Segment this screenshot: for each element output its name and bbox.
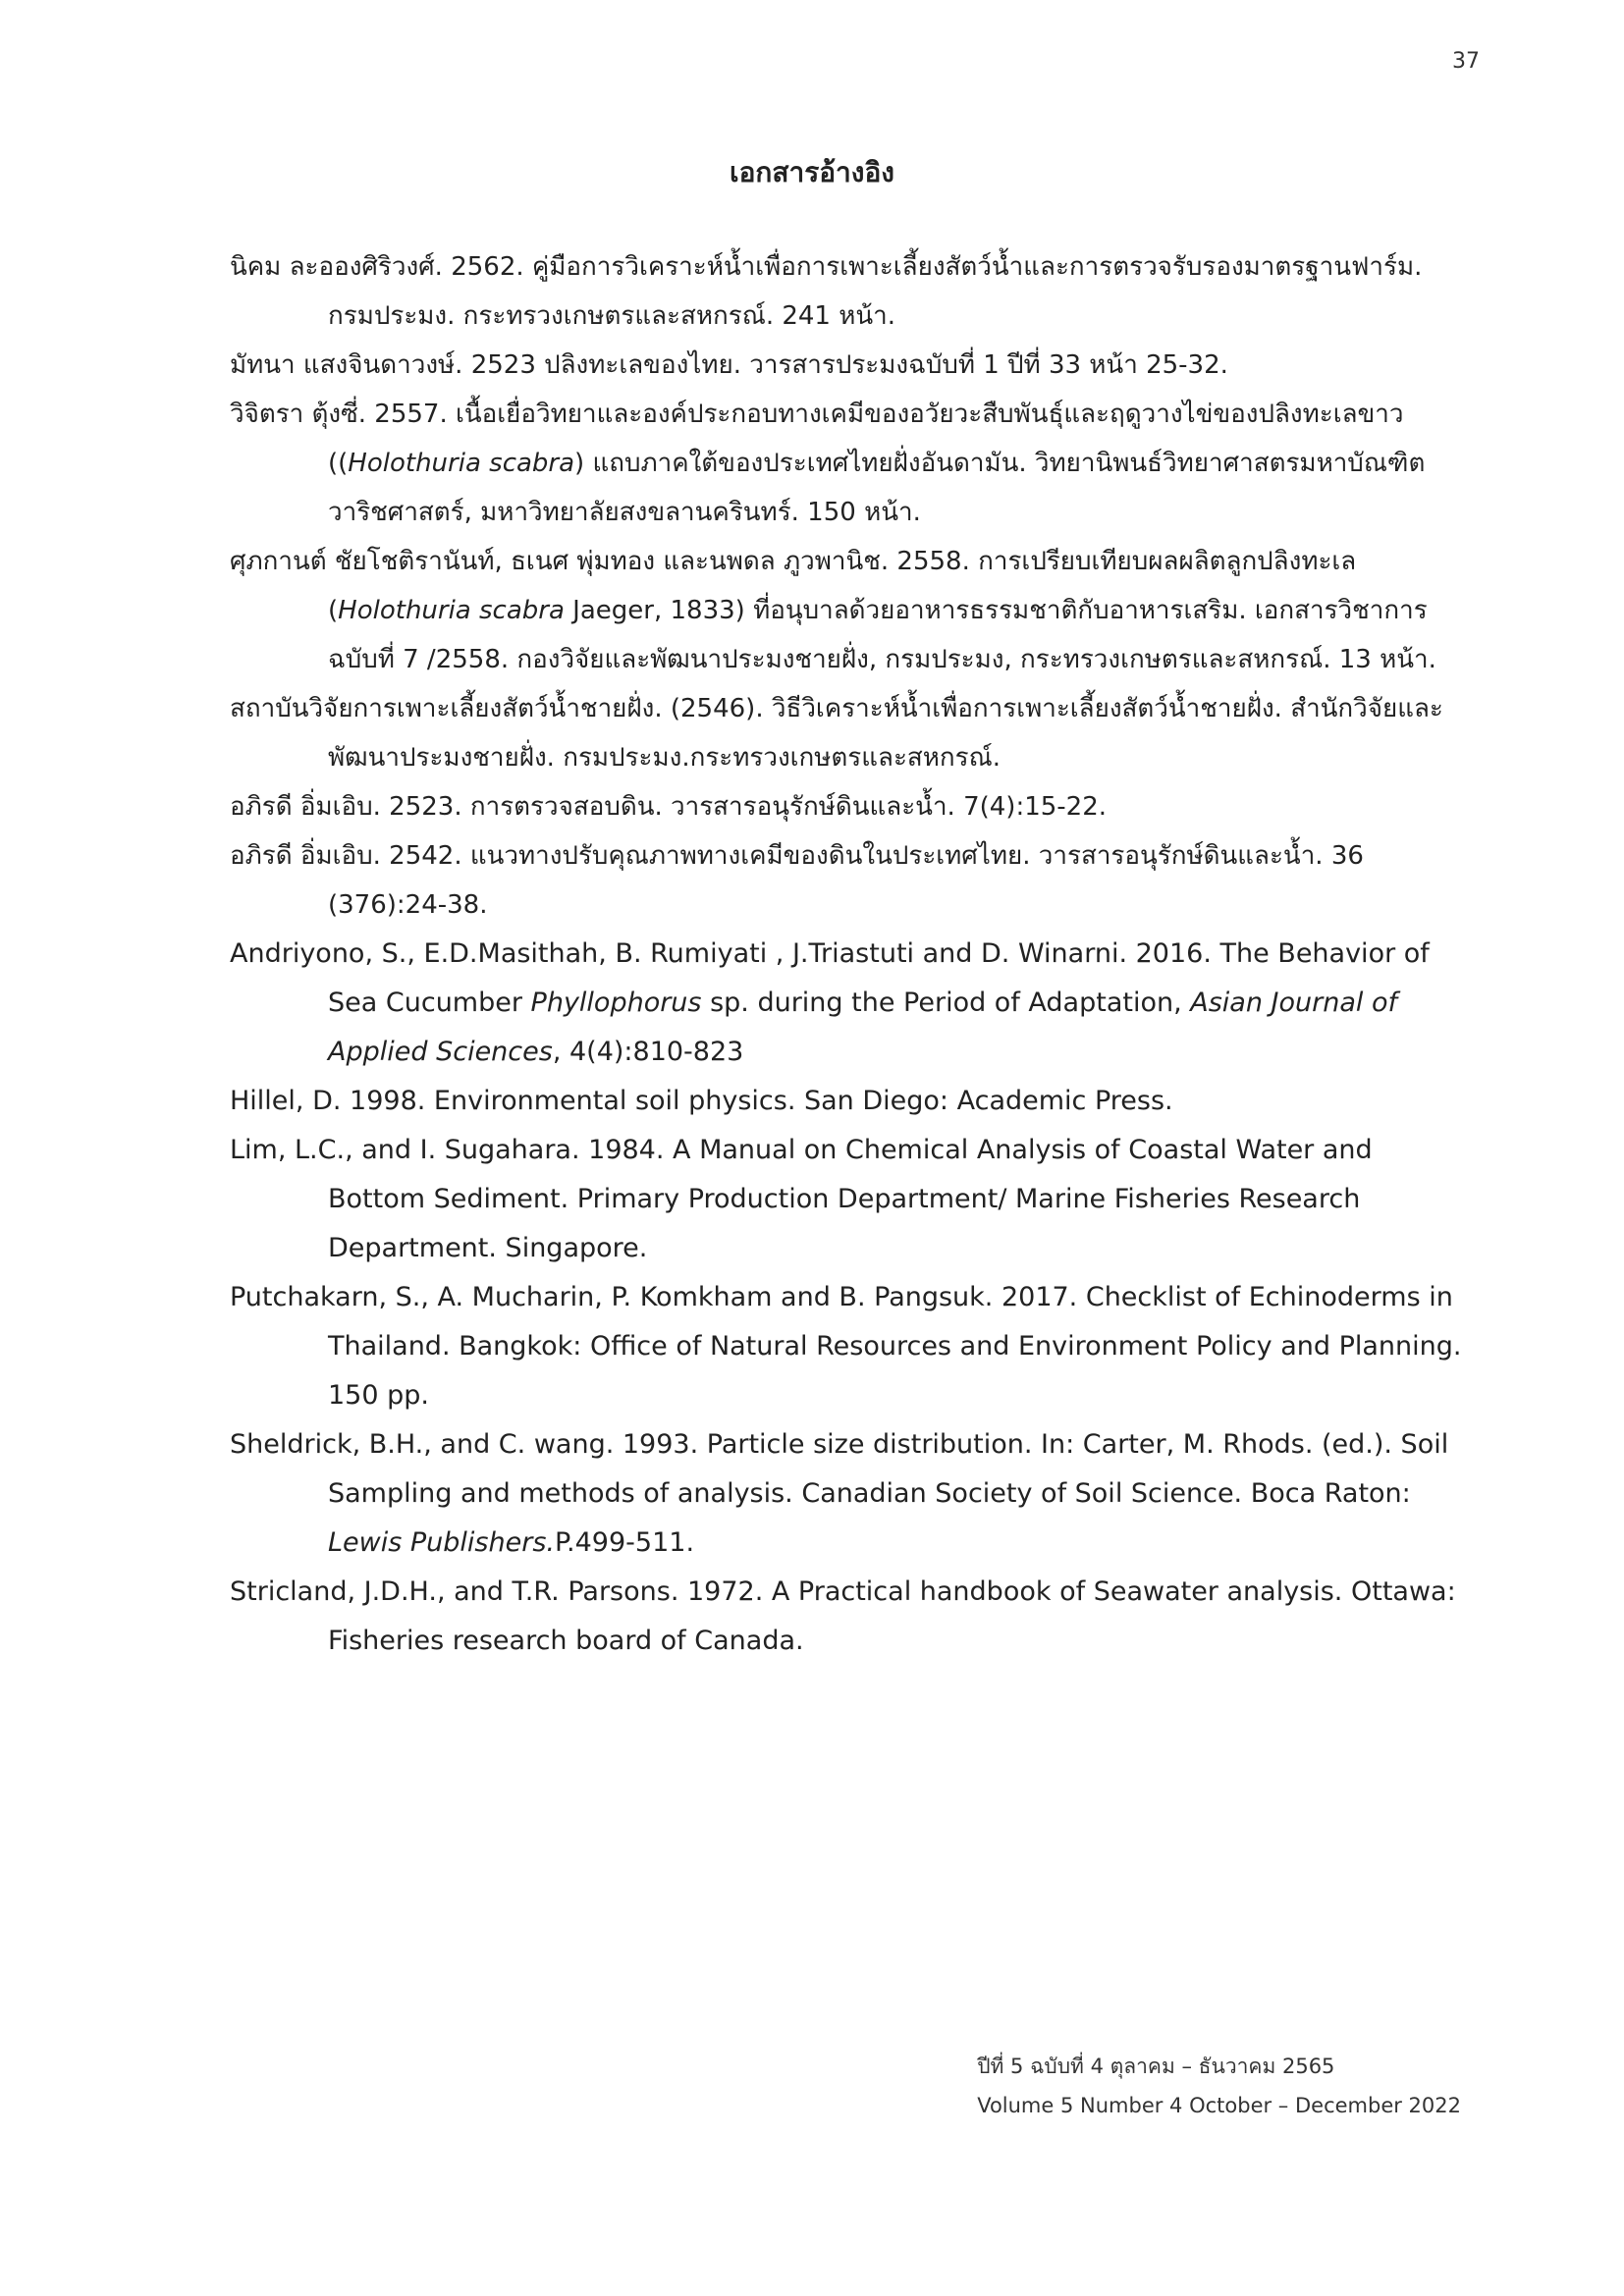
reference-entry xyxy=(230,684,1462,782)
reference-entry xyxy=(230,831,1462,930)
reference-italic-text: Holothuria scabra xyxy=(338,596,565,625)
reference-italic-text: Holothuria scabra xyxy=(348,449,575,478)
reference-text: ศุภกานต์ ชัยโชติรานันท์, ธเนศ พุ่มทอง และนพดล ภูวพานิช. 2558. การเปรียบเทียบผลผลิตลูกปลิงทะเล ( xyxy=(230,547,1357,625)
reference-entry xyxy=(230,782,1462,831)
reference-text: Andriyono, S., E.D.Masithah, B. Rumiyati , J.Triastuti and D. Winarni. 2016. The Behavior of Sea Cucumber xyxy=(230,938,1430,1018)
reference-entry xyxy=(230,242,1462,341)
reference-entry xyxy=(230,537,1462,684)
reference-text: อภิรดี อิ่มเอิบ. 2523. การตรวจสอบดิน. วารสารอนุรักษ์ดินและน้ำ. 7(4):15-22. xyxy=(230,792,1108,822)
reference-italic-text: Asian Journal of Applied Sciences xyxy=(328,988,1397,1067)
reference-text: Hillel, D. 1998. Environmental soil physics. San Diego: Academic Press. xyxy=(230,1086,1173,1116)
reference-entry xyxy=(230,390,1462,537)
reference-entry xyxy=(230,1126,1462,1273)
reference-text: สถาบันวิจัยการเพาะเลี้ยงสัตว์น้ำชายฝั่ง. (2546). วิธีวิเคราะห์น้ำเพื่อการเพาะเลี้ยงสัตว์น้ำชายฝั่ง. สำนักวิจัยและพัฒนาประมงชายฝั่ง. กรมประมง.กระทรวงเกษตรและสหกรณ์. xyxy=(230,694,1443,773)
reference-list xyxy=(230,242,1462,1666)
reference-entry xyxy=(230,1077,1462,1126)
reference-italic-text: Lewis Publishers. xyxy=(328,1527,555,1558)
reference-text: Lim, L.C., and I. Sugahara. 1984. A Manual on Chemical Analysis of Coastal Water and Bottom Sediment. Primary Production Department/ Marine Fisheries Research Department. Singapore. xyxy=(230,1135,1373,1263)
reference-text: อภิรดี อิ่มเอิบ. 2542. แนวทางปรับคุณภาพทางเคมีของดินในประเทศไทย. วารสารอนุรักษ์ดินและน้ำ. 36 (376):24-38. xyxy=(230,841,1364,920)
reference-text: มัทนา แสงจินดาวงษ์. 2523 ปลิงทะเลของไทย. วารสารประมงฉบับที่ 1 ปีที่ 33 หน้า 25-32. xyxy=(230,350,1228,380)
reference-text: Jaeger, 1833) ที่อนุบาลด้วยอาหารธรรมชาติกับอาหารเสริม. เอกสารวิชาการ ฉบับที่ 7 /2558. กองวิจัยและพัฒนาประมงชายฝั่ง, กรมประมง, กระทรวงเกษตรและสหกรณ์. 13 หน้า. xyxy=(328,596,1436,674)
reference-text: P.499-511. xyxy=(554,1527,695,1558)
reference-entry xyxy=(230,1568,1462,1666)
reference-text: วิจิตรา ตุ้งซี่. 2557. เนื้อเยื่อวิทยาและองค์ประกอบทางเคมีของอวัยวะสืบพันธุ์และฤดูวางไข่ของปลิงทะเลขาว (( xyxy=(230,400,1404,478)
reference-italic-text: Phyllophorus xyxy=(530,988,702,1018)
reference-text: Sheldrick, B.H., and C. wang. 1993. Particle size distribution. In: Carter, M. Rhods. (ed.). Soil Sampling and methods of analysis. Canadian Society of Soil Science. Boca Raton: xyxy=(230,1429,1449,1509)
reference-entry xyxy=(230,930,1462,1077)
reference-text: Putchakarn, S., A. Mucharin, P. Komkham and B. Pangsuk. 2017. Checklist of Echinoderms in Thailand. Bangkok: Office of Natural Resources and Environment Policy and Planning. 150 pp. xyxy=(230,1282,1462,1411)
footer-volume-english: Volume 5 Number 4 October – December 2022 xyxy=(977,2094,1461,2117)
reference-text: , 4(4):810-823 xyxy=(552,1037,744,1067)
footer-volume-thai: ปีที่ 5 ฉบับที่ 4 ตุลาคม – ธันวาคม 2565 xyxy=(977,2055,1335,2078)
page-title: เอกสารอ้างอิง xyxy=(730,156,894,188)
reference-entry xyxy=(230,1420,1462,1568)
reference-text: sp. during the Period of Adaptation, xyxy=(701,988,1191,1018)
page-footer xyxy=(977,2047,1461,2125)
reference-entry xyxy=(230,1273,1462,1420)
reference-entry xyxy=(230,341,1462,390)
reference-text: Stricland, J.D.H., and T.R. Parsons. 1972. A Practical handbook of Seawater analysis. Ottawa: Fisheries research board of Canada. xyxy=(230,1576,1456,1656)
page-number: 37 xyxy=(1452,49,1480,74)
reference-text: นิคม ละอองศิริวงศ์. 2562. คู่มือการวิเคราะห์น้ำเพื่อการเพาะเลี้ยงสัตว์น้ำและการตรวจรับรองมาตรฐานฟาร์ม. กรมประมง. กระทรวงเกษตรและสหกรณ์. 241 หน้า. xyxy=(230,252,1423,331)
reference-text: ) แถบภาคใต้ของประเทศไทยฝั่งอันดามัน. วิทยานิพนธ์วิทยาศาสตรมหาบัณฑิต วาริชศาสตร์, มหาวิทยาลัยสงขลานครินทร์. 150 หน้า. xyxy=(328,449,1426,527)
